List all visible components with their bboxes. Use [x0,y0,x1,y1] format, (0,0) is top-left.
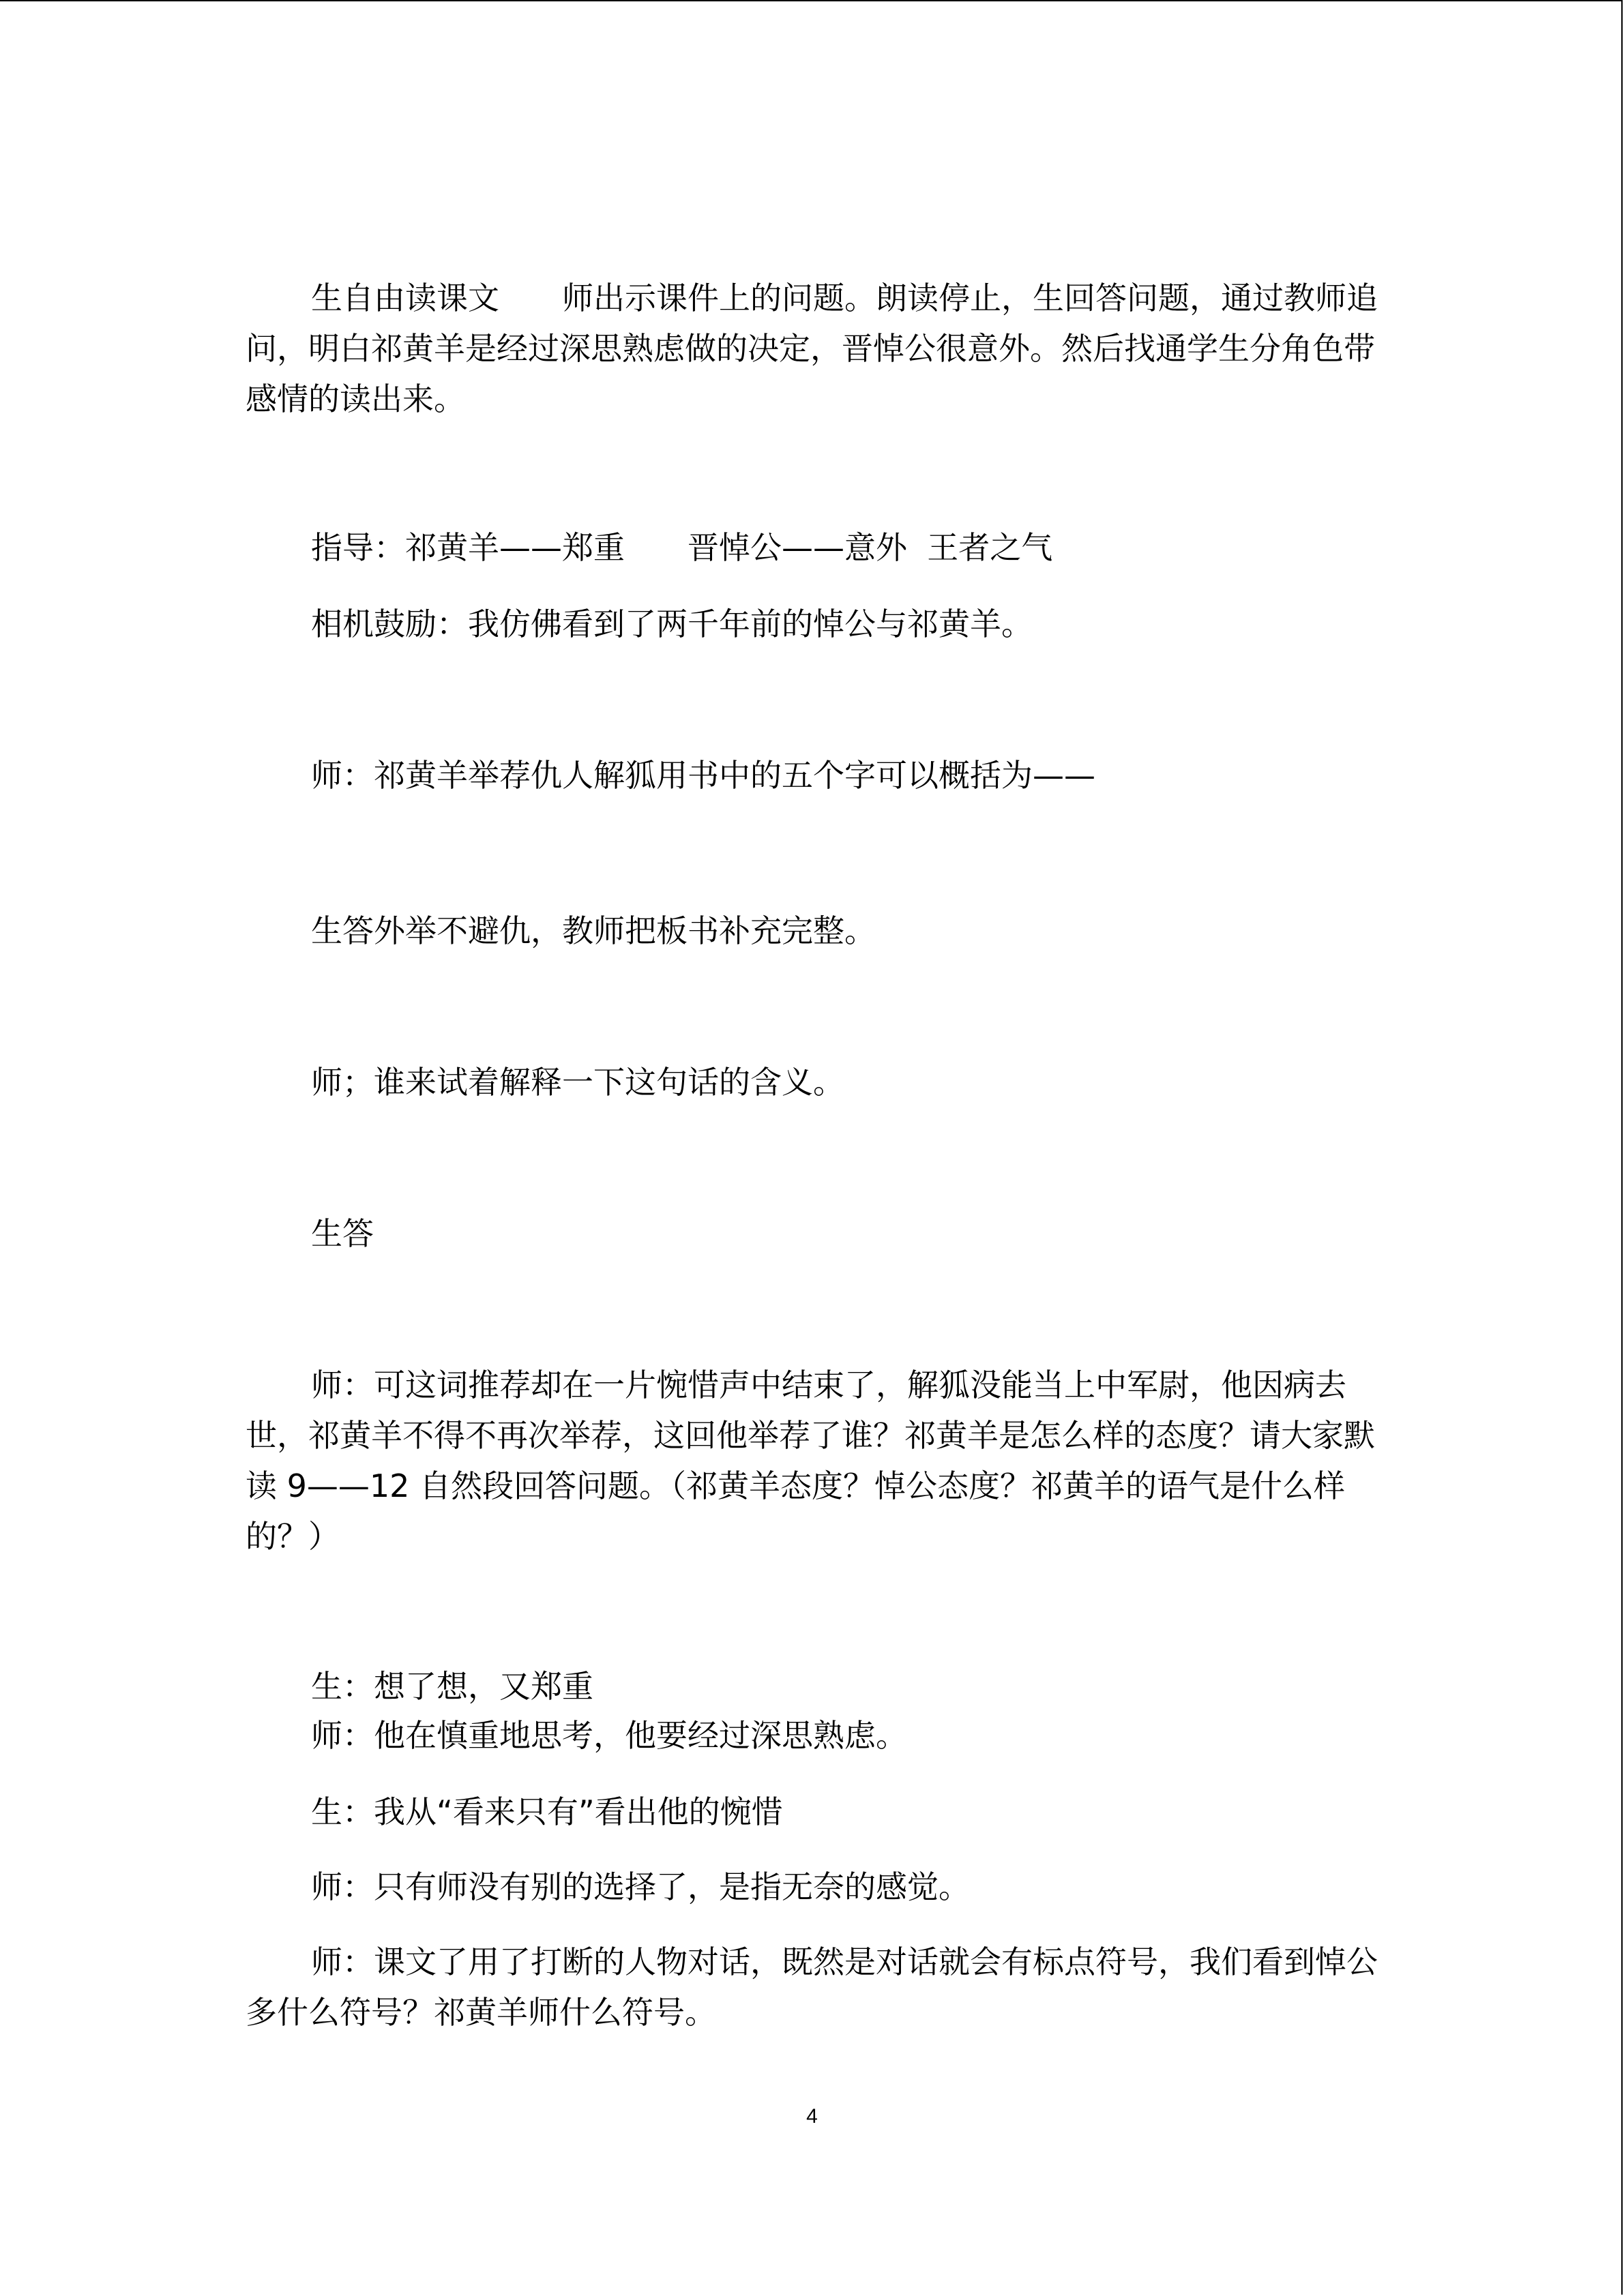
paragraph-student-answer-1: 生答外举不避仇，教师把板书补充完整。 [311,912,876,949]
paragraph-teacher-question-1: 师：祁黄羊举荐仇人解狐用书中的五个字可以概括为—— [311,757,1095,794]
paragraph-teacher-question-4: 师：课文了用了打断的人物对话，既然是对话就会有标点符号，我们看到悼公多什么符号？祁黄羊师什么符号。 [246,1943,1378,2031]
paragraph-student-answer-2: 生答 [311,1215,374,1252]
paragraph-encouragement: 相机鼓励：我仿佛看到了两千年前的悼公与祁黄羊。 [311,606,1033,642]
paragraph-teacher-comment-1: 师：他在慎重地思考，他要经过深思熟虑。 [311,1717,907,1754]
paragraph-guidance: 指导：祁黄羊——郑重 晋悼公——意外 王者之气 [311,529,1053,566]
paragraph-teacher-question-2: 师；谁来试着解释一下这句话的含义。 [311,1064,844,1101]
paragraph-teacher-question-3: 师：可这词推荐却在一片惋惜声中结束了，解狐没能当上中军尉，他因病去世，祁黄羊不得不再次举荐，这回他举荐了谁？祁黄羊是怎么样的态度？请大家默读 9——12 自然段回答问题。（祁黄羊态度？悼公态度？祁黄羊的语气是什么样的？） [246,1367,1375,1555]
paragraph-student-response-4: 生：我从“看来只有”看出他的惋惜 [311,1793,783,1830]
paragraph-teacher-comment-2: 师：只有师没有别的选择了，是指无奈的感觉。 [311,1868,970,1905]
paragraph-student-response-3: 生：想了想，又郑重 [311,1668,593,1705]
paragraph-reading-activity: 生自由读课文 师出示课件上的问题。朗读停止，生回答问题，通过教师追问，明白祁黄羊是经过深思熟虑做的决定，晋悼公很意外。然后找通学生分角色带感情的读出来。 [246,280,1378,417]
page-number: 4 [806,2105,818,2128]
